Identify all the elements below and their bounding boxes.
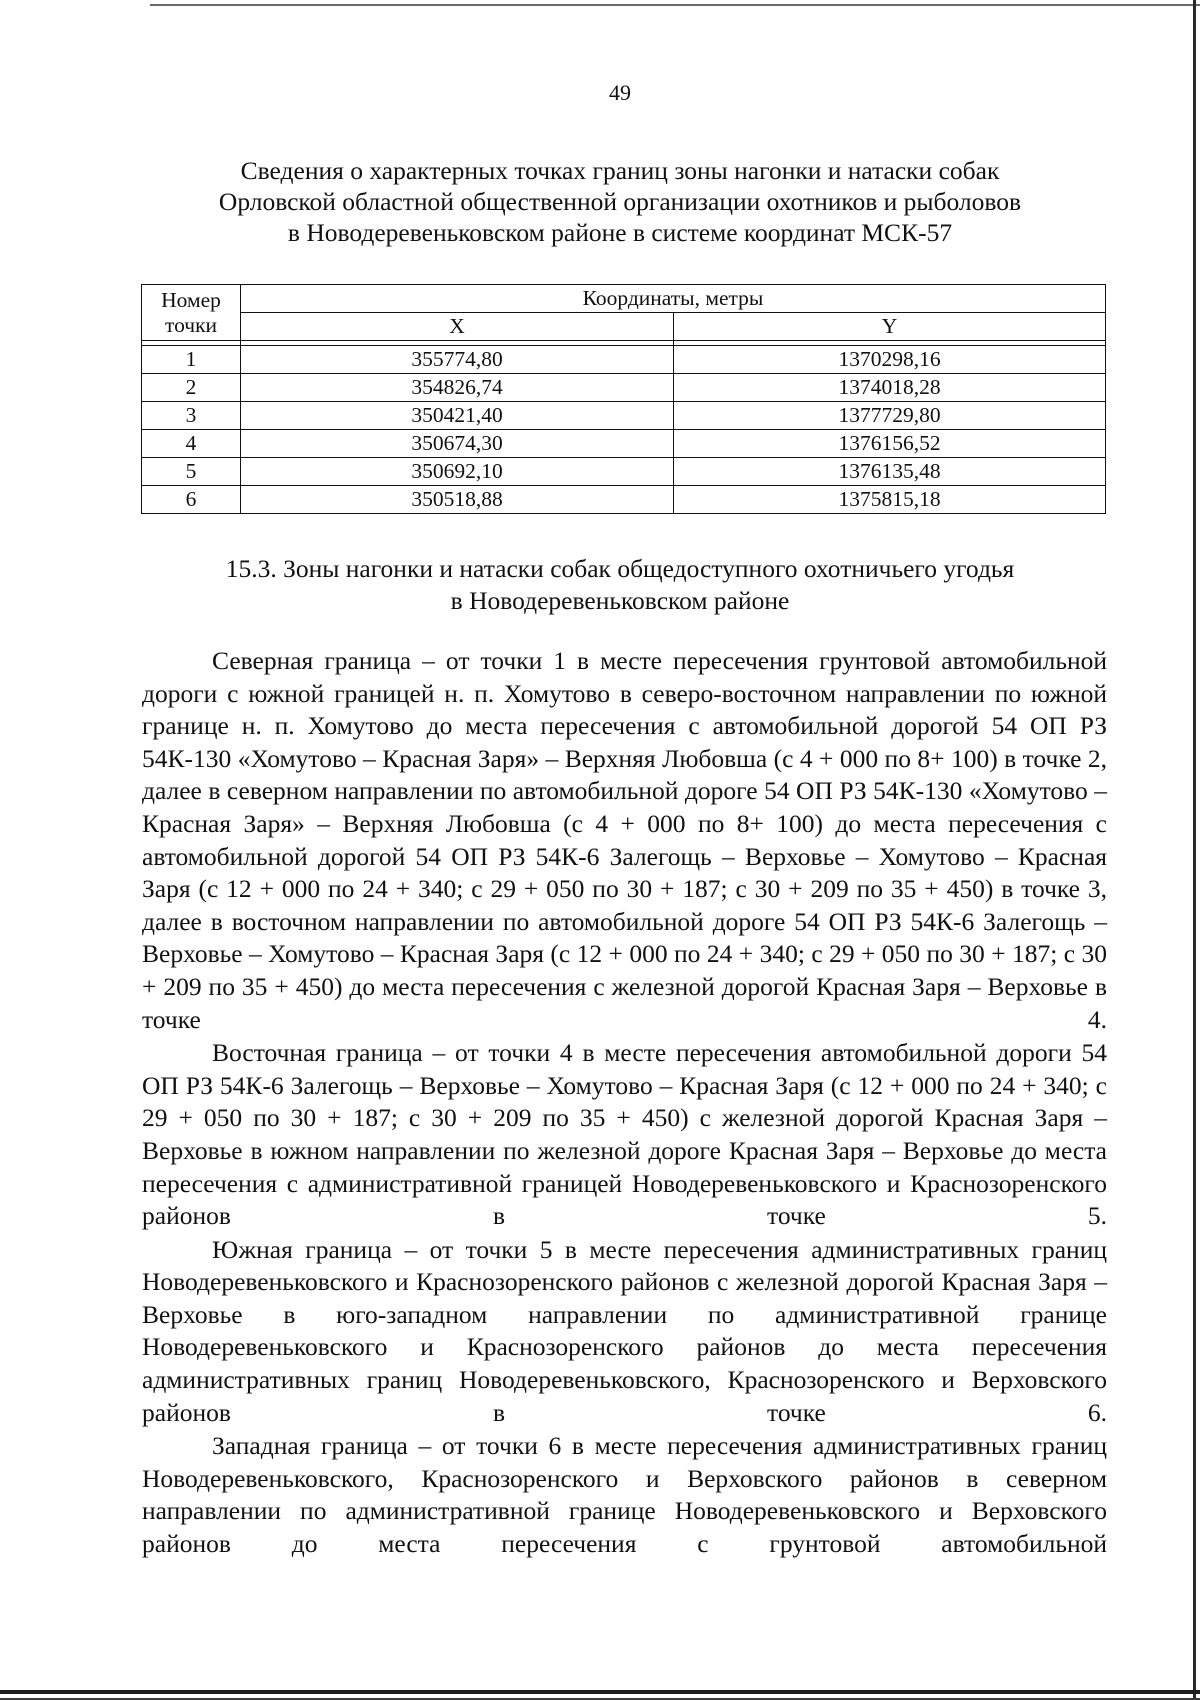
header-point-line: точки [164,312,218,337]
header-point-number [142,285,241,341]
table-header-row [142,285,1106,313]
document-title-line: Орловской областной общественной организации охотников и рыболовов [218,187,1022,216]
document-title [100,155,1140,248]
scan-bottom-border [0,1690,1200,1694]
cell-x: 354826,74 [241,374,674,402]
cell-y: 1376135,48 [674,458,1106,486]
table-row [142,402,1106,430]
paragraph-north-boundary: Северная граница – от точки 1 в месте пересечения грунтовой автомобильной дороги с южной границей н. п. Хомутово в северо-восточном направлении по южной границе н. п. Хомутово до места пересечения с автомобильной дорогой 54 ОП РЗ 54К-130 «Хомутово – Красная Заря» – Верхняя Любовша (с 4 + 000 по 8+ 100) в точке 2, далее в северном направлении по автомобильной дороге 54 ОП РЗ 54К-130 «Хомутово – Красная Заря» – Верхняя Любовша (с 4 + 000 по 8+ 100) до места пересечения с автомобильной дорогой 54 ОП РЗ 54К-6 Залегощь – Верховье – Хомутово – Красная Заря (с 12 + 000 по 24 + 340; с 29 + 050 по 30 + 187; с 30 + 209 по 35 + 450) в точке 3, далее в восточном направлении по автомобильной дороге 54 ОП РЗ 54К-6 Залегощь – Верховье – Хомутово – Красная Заря (с 12 + 000 по 24 + 340; с 29 + 050 по 30 + 187; с 30 + 209 по 35 + 450) до места пересечения с железной дорогой Красная Заря – Верховье в точке 4. [142,646,1107,1034]
paragraph-east-boundary: Восточная граница – от точки 4 в месте пересечения автомобильной дороги 54 ОП РЗ 54К-6 Залегощь – Верховье – Хомутово – Красная Заря (с 12 + 000 по 24 + 340; с 29 + 050 по 30 + 187; с 30 + 209 по 35 + 450) с железной дорогой Красная Заря – Верховье в южном направлении по железной дороге Красная Заря – Верховье до места пересечения с административной границей Новодеревеньковского и Краснозоренского районов в точке 5. [142,1038,1107,1231]
document-title-line: в Новодеревеньковском районе в системе координат МСК-57 [287,218,953,247]
paragraph-south-boundary: Южная граница – от точки 5 в месте пересечения административных границ Новодеревеньковского и Краснозоренского районов с железной дорогой Красная Заря – Верховье в юго-западном направлении по административной границе Новодеревеньковского и Краснозоренского районов до места пересечения административных границ Новодеревеньковского, Краснозоренского и Верховского районов в точке 6. [142,1234,1107,1427]
cell-point: 2 [142,374,241,402]
cell-x: 350421,40 [241,402,674,430]
scan-top-border [150,4,1200,6]
header-point-line: Номер [161,287,221,312]
cell-y: 1370298,16 [674,346,1106,374]
cell-y: 1375815,18 [674,486,1106,514]
cell-point: 6 [142,486,241,514]
header-x: X [241,313,674,341]
body-text [142,645,1107,1561]
cell-y: 1377729,80 [674,402,1106,430]
section-heading-line: в Новодеревеньковском районе [450,586,790,615]
section-heading-line: 15.3. Зоны нагонки и натаски собак общедоступного охотничьего угодья [225,554,1015,583]
cell-x: 350518,88 [241,486,674,514]
cell-y: 1374018,28 [674,374,1106,402]
paragraph-west-boundary: Западная граница – от точки 6 в месте пересечения административных границ Новодеревеньковского, Краснозоренского и Верховского районов в северном направлении по административной границе Новодеревеньковского и Верховского районов до места пересечения с грунтовой автомобильной [142,1431,1107,1559]
cell-point: 4 [142,430,241,458]
section-heading [100,553,1140,617]
table-subheader-row [142,313,1106,341]
header-y: Y [674,313,1106,341]
table-row [142,486,1106,514]
cell-point: 3 [142,402,241,430]
cell-x: 350674,30 [241,430,674,458]
table-row [142,458,1106,486]
cell-point: 5 [142,458,241,486]
table-row [142,374,1106,402]
page-number: 49 [609,80,631,105]
scan-right-border [1193,0,1196,1700]
cell-x: 355774,80 [241,346,674,374]
document-title-line: Сведения о характерных точках границ зоны нагонки и натаски собак [240,156,1000,185]
cell-x: 350692,10 [241,458,674,486]
cell-y: 1376156,52 [674,430,1106,458]
cell-point: 1 [142,346,241,374]
table-row [142,346,1106,374]
coordinates-table [141,284,1106,514]
header-coordinates: Координаты, метры [241,285,1106,313]
table-row [142,430,1106,458]
